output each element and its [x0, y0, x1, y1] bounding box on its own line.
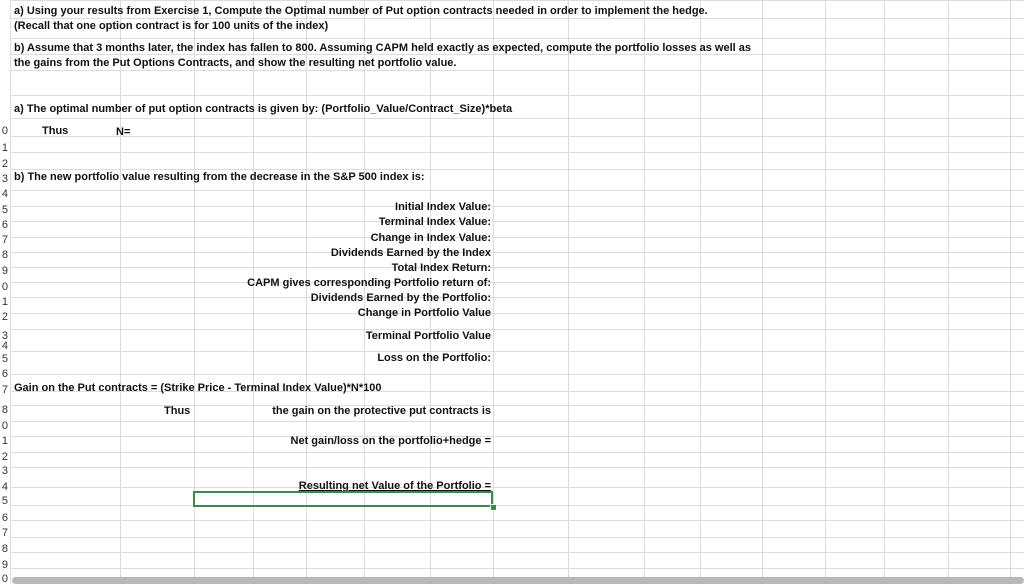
- total-index-return-label[interactable]: Total Index Return:: [391, 262, 491, 274]
- row-number[interactable]: 5: [1, 354, 8, 365]
- row-number[interactable]: 6: [1, 513, 8, 524]
- row-gridline: [10, 313, 1024, 314]
- column-gridline: [493, 0, 494, 584]
- column-gridline: [10, 0, 11, 584]
- row-number[interactable]: 7: [1, 528, 8, 539]
- row-gridline: [10, 118, 1024, 119]
- row-gridline: [10, 452, 1024, 453]
- terminal-index-label[interactable]: Terminal Index Value:: [378, 216, 491, 228]
- gain-put-formula[interactable]: Gain on the Put contracts = (Strike Price - Terminal Index Value)*N*100: [14, 382, 382, 394]
- row-number[interactable]: 7: [1, 235, 8, 246]
- column-gridline: [884, 0, 885, 584]
- row-gridline: [10, 421, 1024, 422]
- change-index-label[interactable]: Change in Index Value:: [370, 232, 491, 244]
- row-gridline: [10, 568, 1024, 569]
- dividends-index-label[interactable]: Dividends Earned by the Index: [330, 247, 491, 259]
- column-gridline: [700, 0, 701, 584]
- row-number[interactable]: 1: [1, 436, 8, 447]
- column-gridline: [948, 0, 949, 584]
- row-number[interactable]: 2: [1, 312, 8, 323]
- initial-index-label[interactable]: Initial Index Value:: [395, 201, 491, 213]
- row-gridline: [10, 552, 1024, 553]
- row-number[interactable]: 3: [1, 466, 8, 477]
- capm-return-label[interactable]: CAPM gives corresponding Portfolio return of:: [247, 277, 491, 289]
- selected-cell-highlight[interactable]: [193, 491, 493, 507]
- row-gridline: [10, 374, 1024, 375]
- change-portfolio-label[interactable]: Change in Portfolio Value: [357, 307, 491, 319]
- row-gridline: [10, 329, 1024, 330]
- row-gridline: [10, 505, 1024, 506]
- row-gridline: [10, 190, 1024, 191]
- row-gridline: [10, 252, 1024, 253]
- row-gridline: [10, 520, 1024, 521]
- row-number[interactable]: 0: [1, 282, 8, 293]
- row-gridline: [10, 221, 1024, 222]
- row-number[interactable]: 0: [1, 574, 8, 584]
- resulting-net-value-label[interactable]: Resulting net Value of the Portfolio =: [298, 480, 491, 492]
- column-gridline: [120, 0, 121, 584]
- thus-label-1[interactable]: Thus: [42, 125, 69, 137]
- row-gridline: [10, 95, 1024, 96]
- row-number[interactable]: 8: [1, 250, 8, 261]
- answer-b-intro[interactable]: b) The new portfolio value resulting from the decrease in the S&P 500 index is:: [14, 171, 425, 183]
- row-number[interactable]: 9: [1, 266, 8, 277]
- dividends-portfolio-label[interactable]: Dividends Earned by the Portfolio:: [310, 292, 491, 304]
- n-equals-label[interactable]: N=: [116, 126, 131, 138]
- row-gridline: [10, 0, 1024, 1]
- row-number[interactable]: 4: [1, 341, 8, 352]
- row-number[interactable]: 6: [1, 220, 8, 231]
- column-gridline: [825, 0, 826, 584]
- question-a-line2[interactable]: (Recall that one option contract is for 100 units of the index): [14, 20, 329, 32]
- question-a-line1[interactable]: a) Using your results from Exercise 1, Compute the Optimal number of Put option contracts needed in order to implement the hedge.: [14, 5, 708, 17]
- row-gridline: [10, 18, 1024, 19]
- answer-a-formula[interactable]: a) The optimal number of put option contracts is given by: (Portfolio_Value/Contract_Size)*beta: [14, 103, 513, 115]
- row-number[interactable]: 2: [1, 159, 8, 170]
- column-gridline: [568, 0, 569, 584]
- row-gridline: [10, 152, 1024, 153]
- row-number[interactable]: 9: [1, 560, 8, 571]
- row-gridline: [10, 169, 1024, 170]
- row-gridline: [10, 405, 1024, 406]
- column-gridline: [762, 0, 763, 584]
- loss-portfolio-label[interactable]: Loss on the Portfolio:: [377, 352, 491, 364]
- row-number[interactable]: 2: [1, 452, 8, 463]
- gain-put-label[interactable]: the gain on the protective put contracts is: [272, 405, 491, 417]
- column-gridline: [644, 0, 645, 584]
- row-number[interactable]: 6: [1, 369, 8, 380]
- row-gridline: [10, 282, 1024, 283]
- row-number[interactable]: 0: [1, 126, 8, 137]
- row-gridline: [10, 70, 1024, 71]
- horizontal-scrollbar[interactable]: [12, 577, 1024, 584]
- row-number[interactable]: 5: [1, 205, 8, 216]
- row-number[interactable]: 4: [1, 189, 8, 200]
- row-number[interactable]: 7: [1, 385, 8, 396]
- terminal-portfolio-label[interactable]: Terminal Portfolio Value: [365, 330, 491, 342]
- row-number[interactable]: 0: [1, 421, 8, 432]
- row-number[interactable]: 1: [1, 297, 8, 308]
- row-gridline: [10, 206, 1024, 207]
- thus-label-2[interactable]: Thus: [164, 405, 191, 417]
- column-gridline: [1010, 0, 1011, 584]
- row-gridline: [10, 351, 1024, 352]
- net-gain-loss-label[interactable]: Net gain/loss on the portfolio+hedge =: [290, 435, 491, 447]
- row-gridline: [10, 297, 1024, 298]
- row-number[interactable]: 8: [1, 544, 8, 555]
- row-gridline: [10, 487, 1024, 488]
- row-gridline: [10, 237, 1024, 238]
- row-gridline: [10, 136, 1024, 137]
- question-b-line2[interactable]: the gains from the Put Options Contracts, and show the resulting net portfolio value.: [14, 57, 457, 69]
- row-number[interactable]: 1: [1, 143, 8, 154]
- row-number[interactable]: 3: [1, 174, 8, 185]
- row-gridline: [10, 436, 1024, 437]
- row-gridline: [10, 38, 1024, 39]
- row-number[interactable]: 3: [1, 331, 8, 342]
- question-b-line1[interactable]: b) Assume that 3 months later, the index has fallen to 800. Assuming CAPM held exactly as expected, compute the portfolio losses as well as: [14, 42, 751, 54]
- row-gridline: [10, 267, 1024, 268]
- row-gridline: [10, 467, 1024, 468]
- row-number[interactable]: 4: [1, 482, 8, 493]
- fill-handle[interactable]: [490, 504, 497, 511]
- row-number[interactable]: 5: [1, 496, 8, 507]
- row-number[interactable]: 8: [1, 405, 8, 416]
- row-gridline: [10, 537, 1024, 538]
